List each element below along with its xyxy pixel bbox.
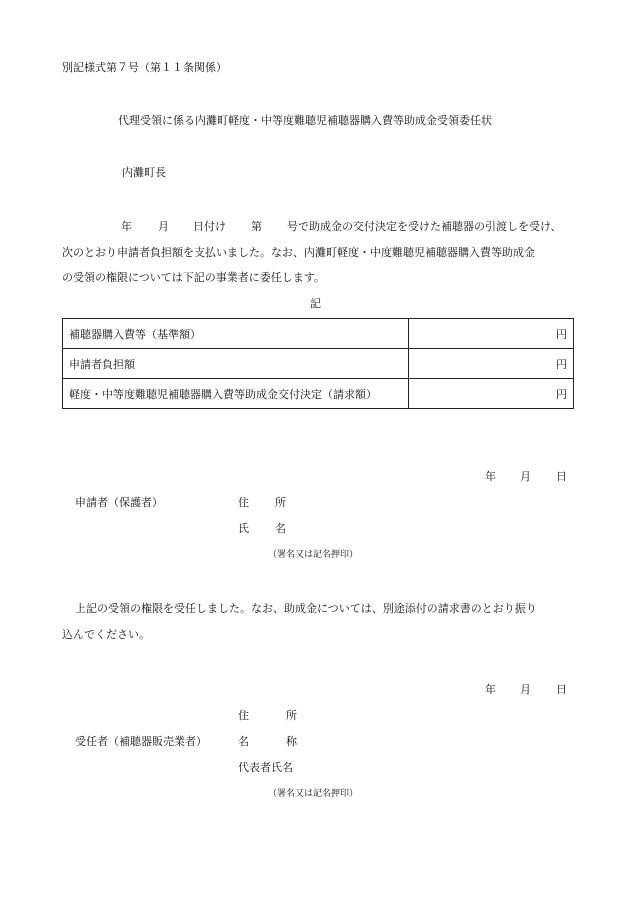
agent-company-label-a: 名 <box>238 735 249 748</box>
acceptance-line1: 上記の受領の権限を受任しました。なお、助成金については、別途添付の請求書のとおり振り <box>75 602 537 615</box>
agent-day-label: 日 <box>556 683 567 696</box>
agent-year-label: 年 <box>485 683 496 696</box>
applicant-name-label-a: 氏 <box>238 522 249 535</box>
agent-address-label-b: 所 <box>286 709 297 722</box>
agent-address-label-a: 住 <box>238 709 249 722</box>
intro-line3: の受領の権限については下記の事業者に委任します。 <box>62 271 325 284</box>
table-cell-label: 補聴器購入費等（基準額） <box>63 319 409 349</box>
table-row <box>63 379 574 409</box>
table-cell-label: 軽度・中等度難聴児補聴器購入費等助成金交付決定（請求額） <box>63 379 409 409</box>
applicant-year-label: 年 <box>485 470 496 483</box>
applicant-seal-note: （署名又は記名押印） <box>268 550 359 560</box>
applicant-address-label-a: 住 <box>238 496 249 509</box>
agent-company-label-b: 称 <box>286 735 297 748</box>
table-row <box>63 349 574 379</box>
intro-day-dated-label: 日付け <box>193 220 226 233</box>
applicant-role: 申請者（保護者） <box>75 496 163 509</box>
table-cell-yen: 円 <box>409 379 574 409</box>
intro-number-prefix: 第 <box>251 220 262 233</box>
agent-seal-note: （署名又は記名押印） <box>268 789 359 799</box>
intro-line1-rest: 号で助成金の交付決定を受けた補聴器の引渡しを受け、 <box>287 220 562 233</box>
form-number: 別記様式第７号（第１１条関係） <box>62 61 227 74</box>
amount-table <box>62 318 574 409</box>
applicant-month-label: 月 <box>520 470 531 483</box>
agent-role: 受任者（補聴器販売業者） <box>75 735 207 748</box>
intro-year-label: 年 <box>121 220 132 233</box>
acceptance-line2: 込んでください。 <box>62 628 150 641</box>
applicant-name-label-b: 名 <box>275 522 286 535</box>
table-cell-label: 申請者負担額 <box>63 349 409 379</box>
note-heading: 記 <box>310 297 321 310</box>
table-cell-yen: 円 <box>409 349 574 379</box>
agent-month-label: 月 <box>520 683 531 696</box>
agent-representative-label: 代表者氏名 <box>238 761 293 774</box>
intro-line2: 次のとおり申請者負担額を支払いました。なお、内灘町軽度・中度難聴児補聴器購入費等助成金 <box>62 246 535 259</box>
table-row <box>63 319 574 349</box>
intro-month-label: 月 <box>158 220 169 233</box>
addressee: 内灘町長 <box>122 166 166 179</box>
document-title: 代理受領に係る内灘町軽度・中等度難聴児補聴器購入費等助成金受領委任状 <box>118 114 492 127</box>
applicant-day-label: 日 <box>556 470 567 483</box>
applicant-address-label-b: 所 <box>275 496 286 509</box>
table-cell-yen: 円 <box>409 319 574 349</box>
